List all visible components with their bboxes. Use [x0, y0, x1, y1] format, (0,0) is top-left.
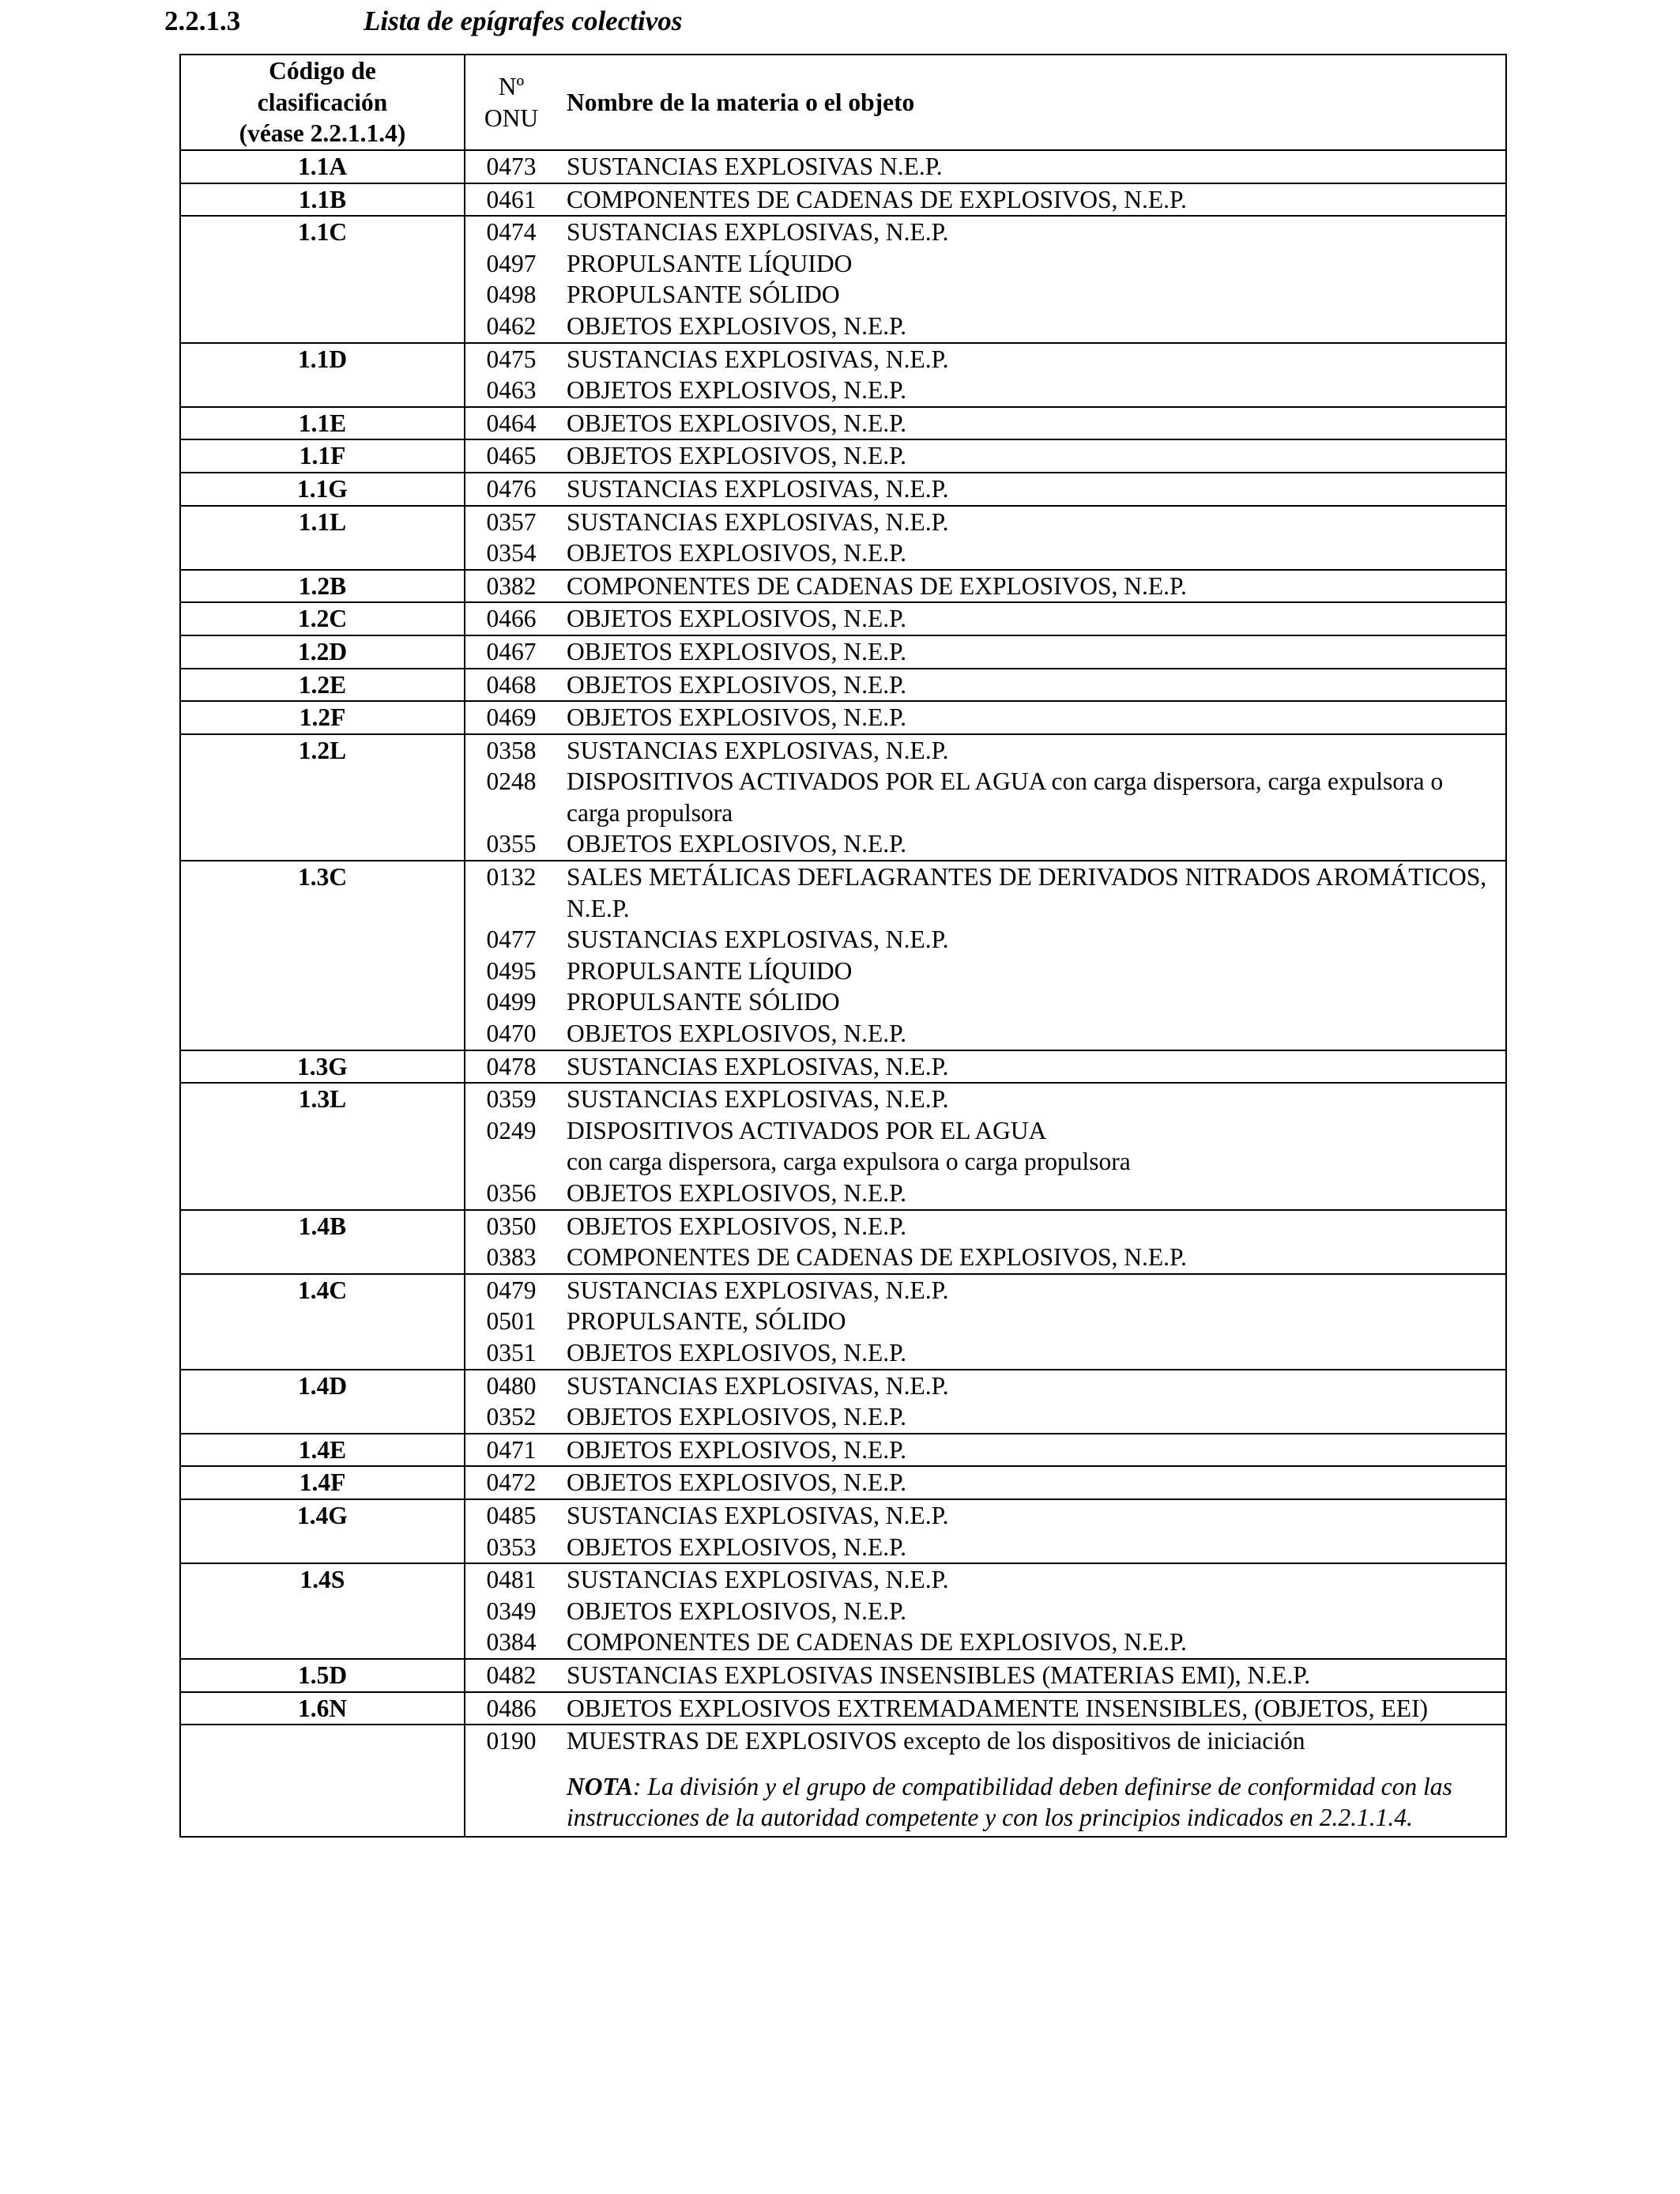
- substance-name: OBJETOS EXPLOSIVOS, N.E.P.: [567, 1179, 906, 1207]
- header-substance-name: Nombre de la materia o el objeto: [567, 88, 915, 116]
- entry-line: [465, 344, 1505, 375]
- un-number: 0355: [486, 830, 537, 858]
- un-number: 0477: [486, 925, 537, 954]
- un-number: 0353: [486, 1532, 537, 1561]
- entry-line: [465, 375, 1505, 406]
- entries-cell: [465, 861, 1506, 1050]
- entries-cell: [465, 1499, 1506, 1563]
- entry-line: [465, 1115, 1505, 1147]
- substance-name: SUSTANCIAS EXPLOSIVAS, N.E.P.: [567, 1276, 949, 1304]
- substance-name: OBJETOS EXPLOSIVOS, N.E.P.: [567, 1596, 906, 1625]
- un-number: 0479: [486, 1276, 537, 1304]
- substance-name: PROPULSANTE, SÓLIDO: [567, 1307, 846, 1336]
- substance-name: SUSTANCIAS EXPLOSIVAS, N.E.P.: [567, 925, 949, 954]
- classification-code-cell: 1.4S: [180, 1563, 465, 1659]
- table-row: [180, 1466, 1506, 1499]
- substance-name: OBJETOS EXPLOSIVOS, N.E.P.: [567, 442, 906, 470]
- entries-cell: [465, 701, 1506, 734]
- entries-cell: [465, 1434, 1506, 1467]
- classification-code-cell: 1.6N: [180, 1692, 465, 1725]
- classification-code-cell: 1.1G: [180, 473, 465, 506]
- entry-line: [465, 1146, 1505, 1178]
- entries-cell: [465, 439, 1506, 473]
- substance-name: SUSTANCIAS EXPLOSIVAS, N.E.P.: [567, 1085, 949, 1114]
- note-paragraph: [465, 1771, 1505, 1836]
- substance-name: MUESTRAS DE EXPLOSIVOS excepto de los dispositivos de iniciación: [567, 1727, 1305, 1755]
- table-row: [180, 701, 1506, 734]
- entry-line: [465, 473, 1505, 505]
- entries-cell: [465, 1083, 1506, 1209]
- un-number: 0359: [486, 1085, 537, 1114]
- un-number: 0462: [486, 311, 537, 340]
- entry-line: [465, 669, 1505, 701]
- entry-line: [465, 151, 1505, 183]
- entries-cell: [465, 1370, 1506, 1434]
- un-number: 0354: [486, 539, 537, 567]
- substance-name: OBJETOS EXPLOSIVOS, N.E.P.: [567, 1212, 906, 1240]
- substance-name: OBJETOS EXPLOSIVOS, N.E.P.: [567, 1468, 906, 1497]
- classification-code-cell: 1.5D: [180, 1659, 465, 1692]
- classification-code-cell: 1.2L: [180, 734, 465, 861]
- entry-line: [465, 1084, 1505, 1115]
- un-number: 0469: [486, 703, 537, 732]
- header-onu-and-name: [465, 55, 1506, 150]
- table-row: [180, 1274, 1506, 1370]
- entries-cell: [465, 602, 1506, 635]
- header-onu-line1: Nº: [498, 72, 525, 100]
- entry-line: [465, 537, 1505, 569]
- table-row: [180, 473, 1506, 506]
- table-row: [180, 1083, 1506, 1209]
- entries-cell: [465, 150, 1506, 183]
- substance-name: SUSTANCIAS EXPLOSIVAS, N.E.P.: [567, 345, 949, 373]
- entry-line: [465, 924, 1505, 956]
- substance-name: SUSTANCIAS EXPLOSIVAS, N.E.P.: [567, 507, 949, 536]
- substance-name: COMPONENTES DE CADENAS DE EXPLOSIVOS, N.E.P.: [567, 571, 1187, 600]
- section-title: Lista de epígrafes colectivos: [363, 6, 683, 36]
- un-number: 0384: [486, 1628, 537, 1657]
- un-number: 0480: [486, 1371, 537, 1400]
- entries-cell: [465, 216, 1506, 342]
- entries-cell: [465, 1050, 1506, 1084]
- entry-line: [465, 571, 1505, 602]
- un-number: 0473: [486, 153, 537, 180]
- entries-cell: [465, 1210, 1506, 1274]
- entry-line: [465, 1018, 1505, 1050]
- un-number: 0470: [486, 1020, 537, 1048]
- entry-line: [465, 217, 1505, 248]
- un-number: 0501: [486, 1307, 537, 1336]
- substance-name: OBJETOS EXPLOSIVOS, N.E.P.: [567, 1403, 906, 1431]
- substance-name: OBJETOS EXPLOSIVOS, N.E.P.: [567, 670, 906, 699]
- substance-name: OBJETOS EXPLOSIVOS, N.E.P.: [567, 605, 906, 633]
- entry-line: [465, 1211, 1505, 1242]
- entry-line: [465, 1467, 1505, 1498]
- un-number: 0464: [486, 409, 537, 437]
- table-row: [180, 602, 1506, 635]
- table-row: [180, 1499, 1506, 1563]
- classification-code-cell: 1.1D: [180, 343, 465, 407]
- classification-code-cell: 1.2E: [180, 669, 465, 702]
- un-number: [465, 1146, 557, 1178]
- table-row: [180, 861, 1506, 1050]
- table-row: [180, 1659, 1506, 1692]
- entry-line: [465, 408, 1505, 439]
- un-number: 0461: [486, 185, 537, 213]
- substance-name: OBJETOS EXPLOSIVOS, N.E.P.: [567, 1532, 906, 1561]
- table-header-row: [180, 55, 1506, 150]
- entry-line: [465, 279, 1505, 311]
- table-row: [180, 1050, 1506, 1084]
- un-number: 0248: [486, 767, 537, 796]
- un-number: 0350: [486, 1212, 537, 1240]
- table-row: [180, 1725, 1506, 1837]
- entry-line: [465, 1370, 1505, 1402]
- entry-line: [465, 702, 1505, 733]
- un-number: 0498: [486, 281, 537, 309]
- entry-line: [465, 1627, 1505, 1658]
- substance-name: PROPULSANTE LÍQUIDO: [567, 956, 853, 985]
- un-number: 0486: [486, 1694, 537, 1722]
- note-text: : La división y el grupo de compatibilidad deben definirse de conformidad con las instrucciones de la autoridad competente y con los principios indicados en 2.2.1.1.4.: [567, 1772, 1452, 1831]
- entries-cell: [465, 1692, 1506, 1725]
- entries-cell: [465, 506, 1506, 570]
- entries-cell: [465, 1274, 1506, 1370]
- classification-code-cell: 1.1B: [180, 183, 465, 217]
- un-number: 0357: [486, 507, 537, 536]
- entry-line: [465, 1596, 1505, 1627]
- classification-code-cell: 1.2F: [180, 701, 465, 734]
- entry-line: [465, 1693, 1505, 1725]
- entry-line: [465, 440, 1505, 472]
- classification-code-cell: 1.3C: [180, 861, 465, 1050]
- substance-name: OBJETOS EXPLOSIVOS, N.E.P.: [567, 409, 906, 437]
- un-number: 0471: [486, 1435, 537, 1464]
- entries-cell: [465, 635, 1506, 669]
- classification-code-cell: 1.4F: [180, 1466, 465, 1499]
- entry-line: [465, 1242, 1505, 1273]
- entry-line: [465, 766, 1505, 828]
- substance-name: OBJETOS EXPLOSIVOS, N.E.P.: [567, 1338, 906, 1367]
- un-number: 0485: [486, 1501, 537, 1529]
- classification-code-cell: [180, 1725, 465, 1837]
- table-row: [180, 216, 1506, 342]
- classification-code-cell: 1.2D: [180, 635, 465, 669]
- substance-name: OBJETOS EXPLOSIVOS, N.E.P.: [567, 376, 906, 405]
- un-number: 0351: [486, 1338, 537, 1367]
- un-number: 0249: [486, 1116, 537, 1144]
- un-number: 0465: [486, 442, 537, 470]
- entries-cell: [465, 1725, 1506, 1837]
- table-row: [180, 183, 1506, 217]
- entry-line: [465, 1051, 1505, 1083]
- un-number: 0468: [486, 670, 537, 699]
- substance-name: SUSTANCIAS EXPLOSIVAS, N.E.P.: [567, 218, 949, 247]
- collective-entries-table: [179, 54, 1507, 1838]
- entries-cell: [465, 1466, 1506, 1499]
- substance-name: con carga dispersora, carga expulsora o carga propulsora: [567, 1148, 1131, 1176]
- entry-line: [465, 1564, 1505, 1596]
- table-row: [180, 1370, 1506, 1434]
- un-number: 0383: [486, 1243, 537, 1272]
- entries-cell: [465, 669, 1506, 702]
- entry-line: [465, 1725, 1505, 1757]
- classification-code-cell: 1.1L: [180, 506, 465, 570]
- un-number: 0475: [486, 345, 537, 373]
- entry-line: [465, 1660, 1505, 1691]
- classification-code-cell: 1.4B: [180, 1210, 465, 1274]
- classification-code-cell: 1.4E: [180, 1434, 465, 1467]
- entry-line: [465, 1275, 1505, 1306]
- classification-code-cell: 1.1C: [180, 216, 465, 342]
- substance-name: OBJETOS EXPLOSIVOS, N.E.P.: [567, 703, 906, 732]
- header-code-line3: (véase 2.2.1.1.4): [239, 119, 406, 148]
- substance-name: SUSTANCIAS EXPLOSIVAS, N.E.P.: [567, 736, 949, 764]
- entry-line: [465, 1306, 1505, 1337]
- substance-name: OBJETOS EXPLOSIVOS, N.E.P.: [567, 539, 906, 567]
- classification-code-cell: 1.1E: [180, 407, 465, 440]
- table-row: [180, 669, 1506, 702]
- un-number: 0472: [486, 1468, 537, 1497]
- substance-name: SUSTANCIAS EXPLOSIVAS, N.E.P.: [567, 474, 949, 503]
- substance-name: DISPOSITIVOS ACTIVADOS POR EL AGUA: [567, 1116, 1047, 1144]
- un-number: 0478: [486, 1052, 537, 1080]
- classification-code-cell: 1.1F: [180, 439, 465, 473]
- entry-line: [465, 603, 1505, 635]
- entry-line: [465, 1532, 1505, 1563]
- entry-line: [465, 507, 1505, 538]
- entry-line: [465, 861, 1505, 924]
- entry-line: [465, 956, 1505, 987]
- entry-line: [465, 1337, 1505, 1369]
- header-classification-code: [180, 55, 465, 150]
- table-row: [180, 1692, 1506, 1725]
- entry-line: [465, 248, 1505, 280]
- table-row: [180, 1210, 1506, 1274]
- un-number: 0481: [486, 1566, 537, 1594]
- substance-name: PROPULSANTE SÓLIDO: [567, 281, 840, 309]
- entries-cell: [465, 407, 1506, 440]
- entry-line: [465, 1401, 1505, 1433]
- substance-name: SUSTANCIAS EXPLOSIVAS, N.E.P.: [567, 1052, 949, 1080]
- entry-line: [465, 184, 1505, 216]
- classification-code-cell: 1.3L: [180, 1083, 465, 1209]
- entries-cell: [465, 1659, 1506, 1692]
- table-row: [180, 506, 1506, 570]
- substance-name: SUSTANCIAS EXPLOSIVAS, N.E.P.: [567, 1371, 949, 1400]
- entry-line: [465, 1500, 1505, 1532]
- substance-name: COMPONENTES DE CADENAS DE EXPLOSIVOS, N.E.P.: [567, 1628, 1187, 1657]
- un-number: 0382: [486, 571, 537, 600]
- substance-name: OBJETOS EXPLOSIVOS, N.E.P.: [567, 1020, 906, 1048]
- section-number: 2.2.1.3: [164, 6, 241, 36]
- entries-cell: [465, 734, 1506, 861]
- table-body: [180, 150, 1506, 1837]
- table-row: [180, 407, 1506, 440]
- substance-name: COMPONENTES DE CADENAS DE EXPLOSIVOS, N.E.P.: [567, 1243, 1187, 1272]
- note-label: NOTA: [567, 1772, 634, 1800]
- substance-name: SUSTANCIAS EXPLOSIVAS, N.E.P.: [567, 1501, 949, 1529]
- un-number: 0132: [486, 863, 537, 892]
- un-number: 0352: [486, 1403, 537, 1431]
- header-onu-line2: ONU: [484, 104, 539, 132]
- substance-name: OBJETOS EXPLOSIVOS, N.E.P.: [567, 311, 906, 340]
- un-number: 0358: [486, 736, 537, 764]
- entries-cell: [465, 570, 1506, 603]
- substance-name: COMPONENTES DE CADENAS DE EXPLOSIVOS, N.E.P.: [567, 185, 1187, 213]
- header-un-number: [465, 71, 557, 134]
- substance-name: SUSTANCIAS EXPLOSIVAS N.E.P.: [567, 153, 943, 180]
- section-heading: [164, 5, 682, 38]
- classification-code-cell: 1.2B: [180, 570, 465, 603]
- un-number: 0467: [486, 637, 537, 665]
- substance-name: OBJETOS EXPLOSIVOS, N.E.P.: [567, 830, 906, 858]
- entry-line: [465, 735, 1505, 767]
- classification-code-cell: 1.4D: [180, 1370, 465, 1434]
- table-row: [180, 1563, 1506, 1659]
- entry-line: [465, 636, 1505, 668]
- header-code-line2: clasificación: [257, 88, 388, 116]
- entries-cell: [465, 473, 1506, 506]
- substance-name: OBJETOS EXPLOSIVOS, N.E.P.: [567, 637, 906, 665]
- entry-line: [465, 1434, 1505, 1466]
- entry-line: [465, 311, 1505, 342]
- header-code-line1: Código de: [269, 57, 376, 85]
- substance-name: OBJETOS EXPLOSIVOS EXTREMADAMENTE INSENSIBLES, (OBJETOS, EEI): [567, 1694, 1428, 1722]
- substance-name: SUSTANCIAS EXPLOSIVAS, N.E.P.: [567, 1566, 949, 1594]
- classification-code-cell: 1.1A: [180, 150, 465, 183]
- un-number: 0463: [486, 376, 537, 405]
- classification-code-cell: 1.2C: [180, 602, 465, 635]
- entries-cell: [465, 343, 1506, 407]
- un-number: 0482: [486, 1661, 537, 1689]
- entry-line: [465, 986, 1505, 1018]
- table-row: [180, 343, 1506, 407]
- un-number: 0356: [486, 1179, 537, 1207]
- un-number: 0474: [486, 218, 537, 247]
- un-number: 0476: [486, 474, 537, 503]
- classification-code-cell: 1.4C: [180, 1274, 465, 1370]
- entries-cell: [465, 1563, 1506, 1659]
- un-number: 0497: [486, 249, 537, 277]
- un-number: 0349: [486, 1596, 537, 1625]
- table-row: [180, 439, 1506, 473]
- table-row: [180, 734, 1506, 861]
- un-number: 0466: [486, 605, 537, 633]
- un-number: 0495: [486, 956, 537, 985]
- classification-code-cell: 1.3G: [180, 1050, 465, 1084]
- substance-name: SUSTANCIAS EXPLOSIVAS INSENSIBLES (MATERIAS EMI), N.E.P.: [567, 1661, 1311, 1689]
- classification-code-cell: 1.4G: [180, 1499, 465, 1563]
- table-row: [180, 150, 1506, 183]
- un-number: 0499: [486, 988, 537, 1016]
- substance-name: DISPOSITIVOS ACTIVADOS POR EL AGUA con carga dispersora, carga expulsora o carga propulsora: [567, 767, 1444, 827]
- entry-line: [465, 1178, 1505, 1209]
- substance-name: SALES METÁLICAS DEFLAGRANTES DE DERIVADOS NITRADOS AROMÁTICOS, N.E.P.: [567, 863, 1487, 922]
- entries-cell: [465, 183, 1506, 217]
- table-row: [180, 635, 1506, 669]
- substance-name: PROPULSANTE SÓLIDO: [567, 988, 840, 1016]
- table-row: [180, 1434, 1506, 1467]
- un-number: 0190: [486, 1727, 537, 1755]
- substance-name: OBJETOS EXPLOSIVOS, N.E.P.: [567, 1435, 906, 1464]
- table-row: [180, 570, 1506, 603]
- entry-line: [465, 828, 1505, 860]
- substance-name: PROPULSANTE LÍQUIDO: [567, 249, 853, 277]
